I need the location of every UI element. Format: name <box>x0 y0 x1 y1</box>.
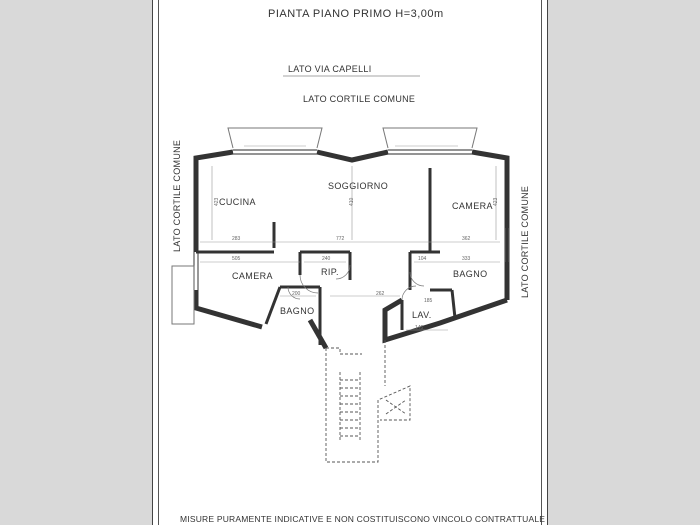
dimension-label: 104 <box>418 256 427 262</box>
stair-structure <box>326 340 410 462</box>
label-left-side: LATO CORTILE COMUNE <box>172 139 182 252</box>
dimension-label: 185 <box>424 298 433 304</box>
dimension-label: 505 <box>232 256 241 262</box>
external-stair <box>172 266 194 324</box>
disclaimer-footer: MISURE PURAMENTE INDICATIVE E NON COSTITUISCONO VINCOLO CONTRATTUALE <box>180 514 546 524</box>
balcony-right <box>383 128 477 148</box>
door-swings <box>288 265 424 300</box>
room-rip: RIP. <box>321 267 339 277</box>
room-soggiorno: SOGGIORNO <box>328 181 389 191</box>
dimension-label: 333 <box>462 256 471 262</box>
label-top-inner: LATO CORTILE COMUNE <box>303 94 416 104</box>
dimension-label: 240 <box>322 256 331 262</box>
dimension-label: 262 <box>376 291 385 297</box>
label-right-side: LATO CORTILE COMUNE <box>520 185 530 298</box>
label-top-outer: LATO VIA CAPELLI <box>288 64 372 74</box>
room-cucina: CUCINA <box>219 197 256 207</box>
dimension-label: 423 <box>214 197 220 206</box>
room-camera-left: CAMERA <box>232 271 273 281</box>
room-bagno-right: BAGNO <box>453 269 488 279</box>
dimension-label: 423 <box>493 197 499 206</box>
dimension-label: 283 <box>232 236 241 242</box>
drawing-title: PIANTA PIANO PRIMO H=3,00m <box>268 8 444 20</box>
balcony-left <box>228 128 322 148</box>
dimension-label: 410 <box>349 197 355 206</box>
room-bagno-left: BAGNO <box>280 306 315 316</box>
room-camera-right: CAMERA <box>452 201 493 211</box>
dimension-label: 772 <box>336 236 345 242</box>
dimension-label: 362 <box>462 236 471 242</box>
dimension-label: 145 <box>415 325 424 331</box>
dimension-label: 200 <box>292 291 301 297</box>
room-lav: LAV. <box>412 310 432 320</box>
